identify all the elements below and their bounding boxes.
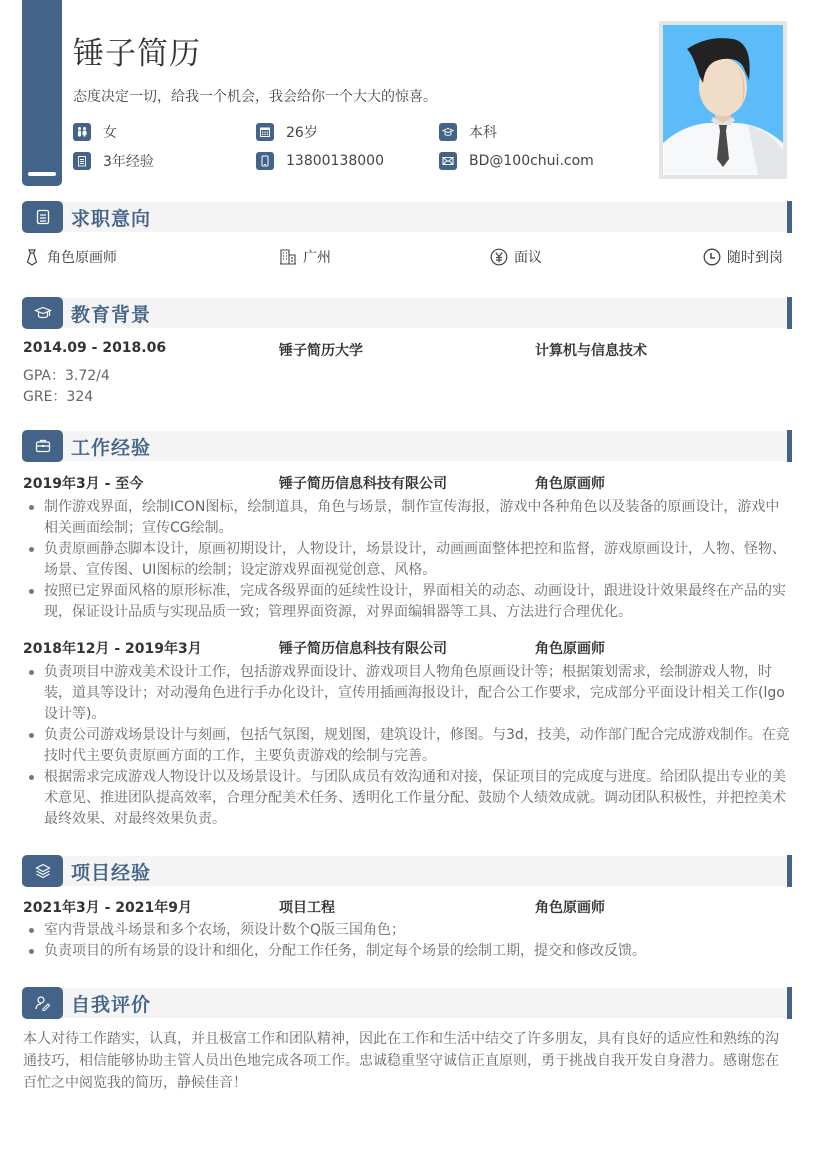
job-role: 角色原画师: [535, 641, 605, 657]
job-row: [23, 473, 793, 493]
section-title: 自我评价: [71, 994, 152, 1016]
intent-availability-value: 随时到岗: [727, 250, 783, 266]
section-end-bar: [787, 430, 792, 462]
section-header-self-evaluation: [22, 987, 792, 1019]
project-role: 角色原画师: [535, 900, 605, 916]
section-header-education: [22, 297, 792, 329]
job-duties: [23, 497, 791, 623]
info-email: [439, 151, 594, 171]
intent-city: [279, 247, 331, 267]
info-degree: [439, 122, 497, 142]
section-end-bar: [787, 201, 792, 233]
job-period: 2019年3月 - 至今: [23, 476, 144, 492]
section-title: 项目经验: [71, 862, 152, 884]
age-value: 26岁: [286, 125, 318, 141]
header-accent-bar: [22, 0, 62, 186]
education-gpa: GPA：3.72/4: [23, 368, 110, 384]
gender-icon: [73, 123, 91, 141]
job-role: 角色原画师: [535, 476, 605, 492]
user-edit-icon: [22, 987, 63, 1019]
intent-position: [23, 247, 117, 267]
section-end-bar: [787, 987, 792, 1019]
project-period: 2021年3月 - 2021年9月: [23, 900, 192, 916]
list-item: 负责项目中游戏美术设计工作，包括游戏界面设计、游戏项目人物角色原画设计等；根据策划需求，绘制游戏人物，时装，道具等设计；对动漫角色进行手办化设计，宣传用插画海报设计，配合公工作要求，完成部分平面设计相关工作(lgo设计等)。: [23, 662, 791, 725]
list-item: 负责公司游戏场景设计与刻画，包括气氛图，规划图，建筑设计，修图。与3d，技美，动作部门配合完成游戏制作。在竞技时代主要负责原画方面的工作，主要负责游戏的绘制与完善。: [23, 725, 791, 767]
education-gre: GRE：324: [23, 389, 94, 405]
motto: 态度决定一切，给我一个机会，我会给你一个大大的惊喜。: [73, 89, 437, 105]
layers-icon: [22, 855, 63, 887]
section-title: 工作经验: [71, 437, 152, 459]
job-period: 2018年12月 - 2019年3月: [23, 641, 202, 657]
job-company: 锤子简历信息科技有限公司: [279, 641, 447, 657]
avatar: [659, 21, 787, 179]
job-row: [23, 638, 793, 658]
accent-dash: [28, 172, 56, 176]
section-header-intention: [22, 201, 792, 233]
section-end-bar: [787, 855, 792, 887]
calendar-icon: [256, 123, 274, 141]
candidate-name: 锤子简历: [73, 36, 201, 72]
experience-value: 3年经验: [103, 154, 154, 170]
phone-value: 13800138000: [286, 153, 384, 169]
intent-availability: [703, 247, 783, 267]
degree-value: 本科: [469, 125, 497, 141]
clipboard-icon: [22, 201, 63, 233]
mail-icon: [439, 152, 457, 170]
list-item: 负责项目的所有场景的设计和细化，分配工作任务，制定每个场景的绘制工期，提交和修改反馈。: [23, 941, 791, 962]
intent-salary: [490, 247, 542, 267]
project-duties: [23, 920, 791, 962]
section-title: 教育背景: [71, 304, 152, 326]
list-item: 制作游戏界面，绘制ICON图标，绘制道具，角色与场景，制作宣传海报，游戏中各种角色以及装备的原画设计，游戏中相关画面绘制；宣传CG绘制。: [23, 497, 791, 539]
tie-icon: [23, 248, 41, 266]
clipboard-icon: [73, 152, 91, 170]
intent-salary-value: 面议: [514, 250, 542, 266]
intent-position-value: 角色原画师: [47, 250, 117, 266]
info-experience: [73, 151, 154, 171]
education-period: 2014.09 - 2018.06: [23, 340, 167, 356]
briefcase-icon: [22, 430, 63, 462]
education-major: 计算机与信息技术: [535, 343, 647, 359]
info-gender: [73, 122, 117, 142]
self-evaluation-text: 本人对待工作踏实，认真，并且极富工作和团队精神，因此在工作和生活中结交了许多朋友，具有良好的适应性和熟练的沟通技巧，相信能够协助主管人员出色地完成各项工作。忠诚稳重坚守诚信正直原则，勇于挑战自我开发自身潜力。感谢您在百忙之中阅览我的简历，静候佳音！: [23, 1031, 779, 1091]
clock-icon: [703, 248, 721, 266]
project-row: [23, 897, 793, 917]
list-item: 根据需求完成游戏人物设计以及场景设计。与团队成员有效沟通和对接，保证项目的完成度与进度。给团队提出专业的美术意见、推进团队提高效率，合理分配美术任务、透明化工作量分配、鼓励个人绩效成就。调动团队积极性，并把控美术最终效果、对最终效果负责。: [23, 767, 791, 830]
graduation-cap-icon: [22, 297, 63, 329]
list-item: 负责原画静态脚本设计，原画初期设计，人物设计，场景设计，动画画面整体把控和监督，游戏原画设计，人物、怪物、场景、宣传图、UI图标的绘制；设定游戏界面视觉创意、风格。: [23, 539, 791, 581]
education-school: 锤子简历大学: [279, 343, 363, 359]
yen-icon: [490, 248, 508, 266]
info-phone: [256, 151, 384, 171]
phone-icon: [256, 152, 274, 170]
section-end-bar: [787, 297, 792, 329]
project-name: 项目工程: [279, 900, 335, 916]
section-header-work: [22, 430, 792, 462]
building-icon: [279, 248, 297, 266]
list-item: 室内背景战斗场景和多个农场，须设计数个Q版三国角色；: [23, 920, 791, 941]
gender-value: 女: [103, 125, 117, 141]
section-title: 求职意向: [71, 208, 152, 230]
job-duties: [23, 662, 791, 830]
job-company: 锤子简历信息科技有限公司: [279, 476, 447, 492]
list-item: 按照已定界面风格的原形标准，完成各级界面的延续性设计，界面相关的动态、动画设计，跟进设计效果最终在产品的实现，保证设计品质与实现品质一致；管理界面资源，对界面编辑器等工具、方法进行合理优化。: [23, 581, 791, 623]
intent-city-value: 广州: [303, 250, 331, 266]
section-header-projects: [22, 855, 792, 887]
avatar-illustration: [663, 25, 783, 175]
graduation-cap-icon: [439, 123, 457, 141]
email-value: BD@100chui.com: [469, 153, 594, 169]
education-row: [23, 340, 793, 360]
info-age: [256, 122, 318, 142]
